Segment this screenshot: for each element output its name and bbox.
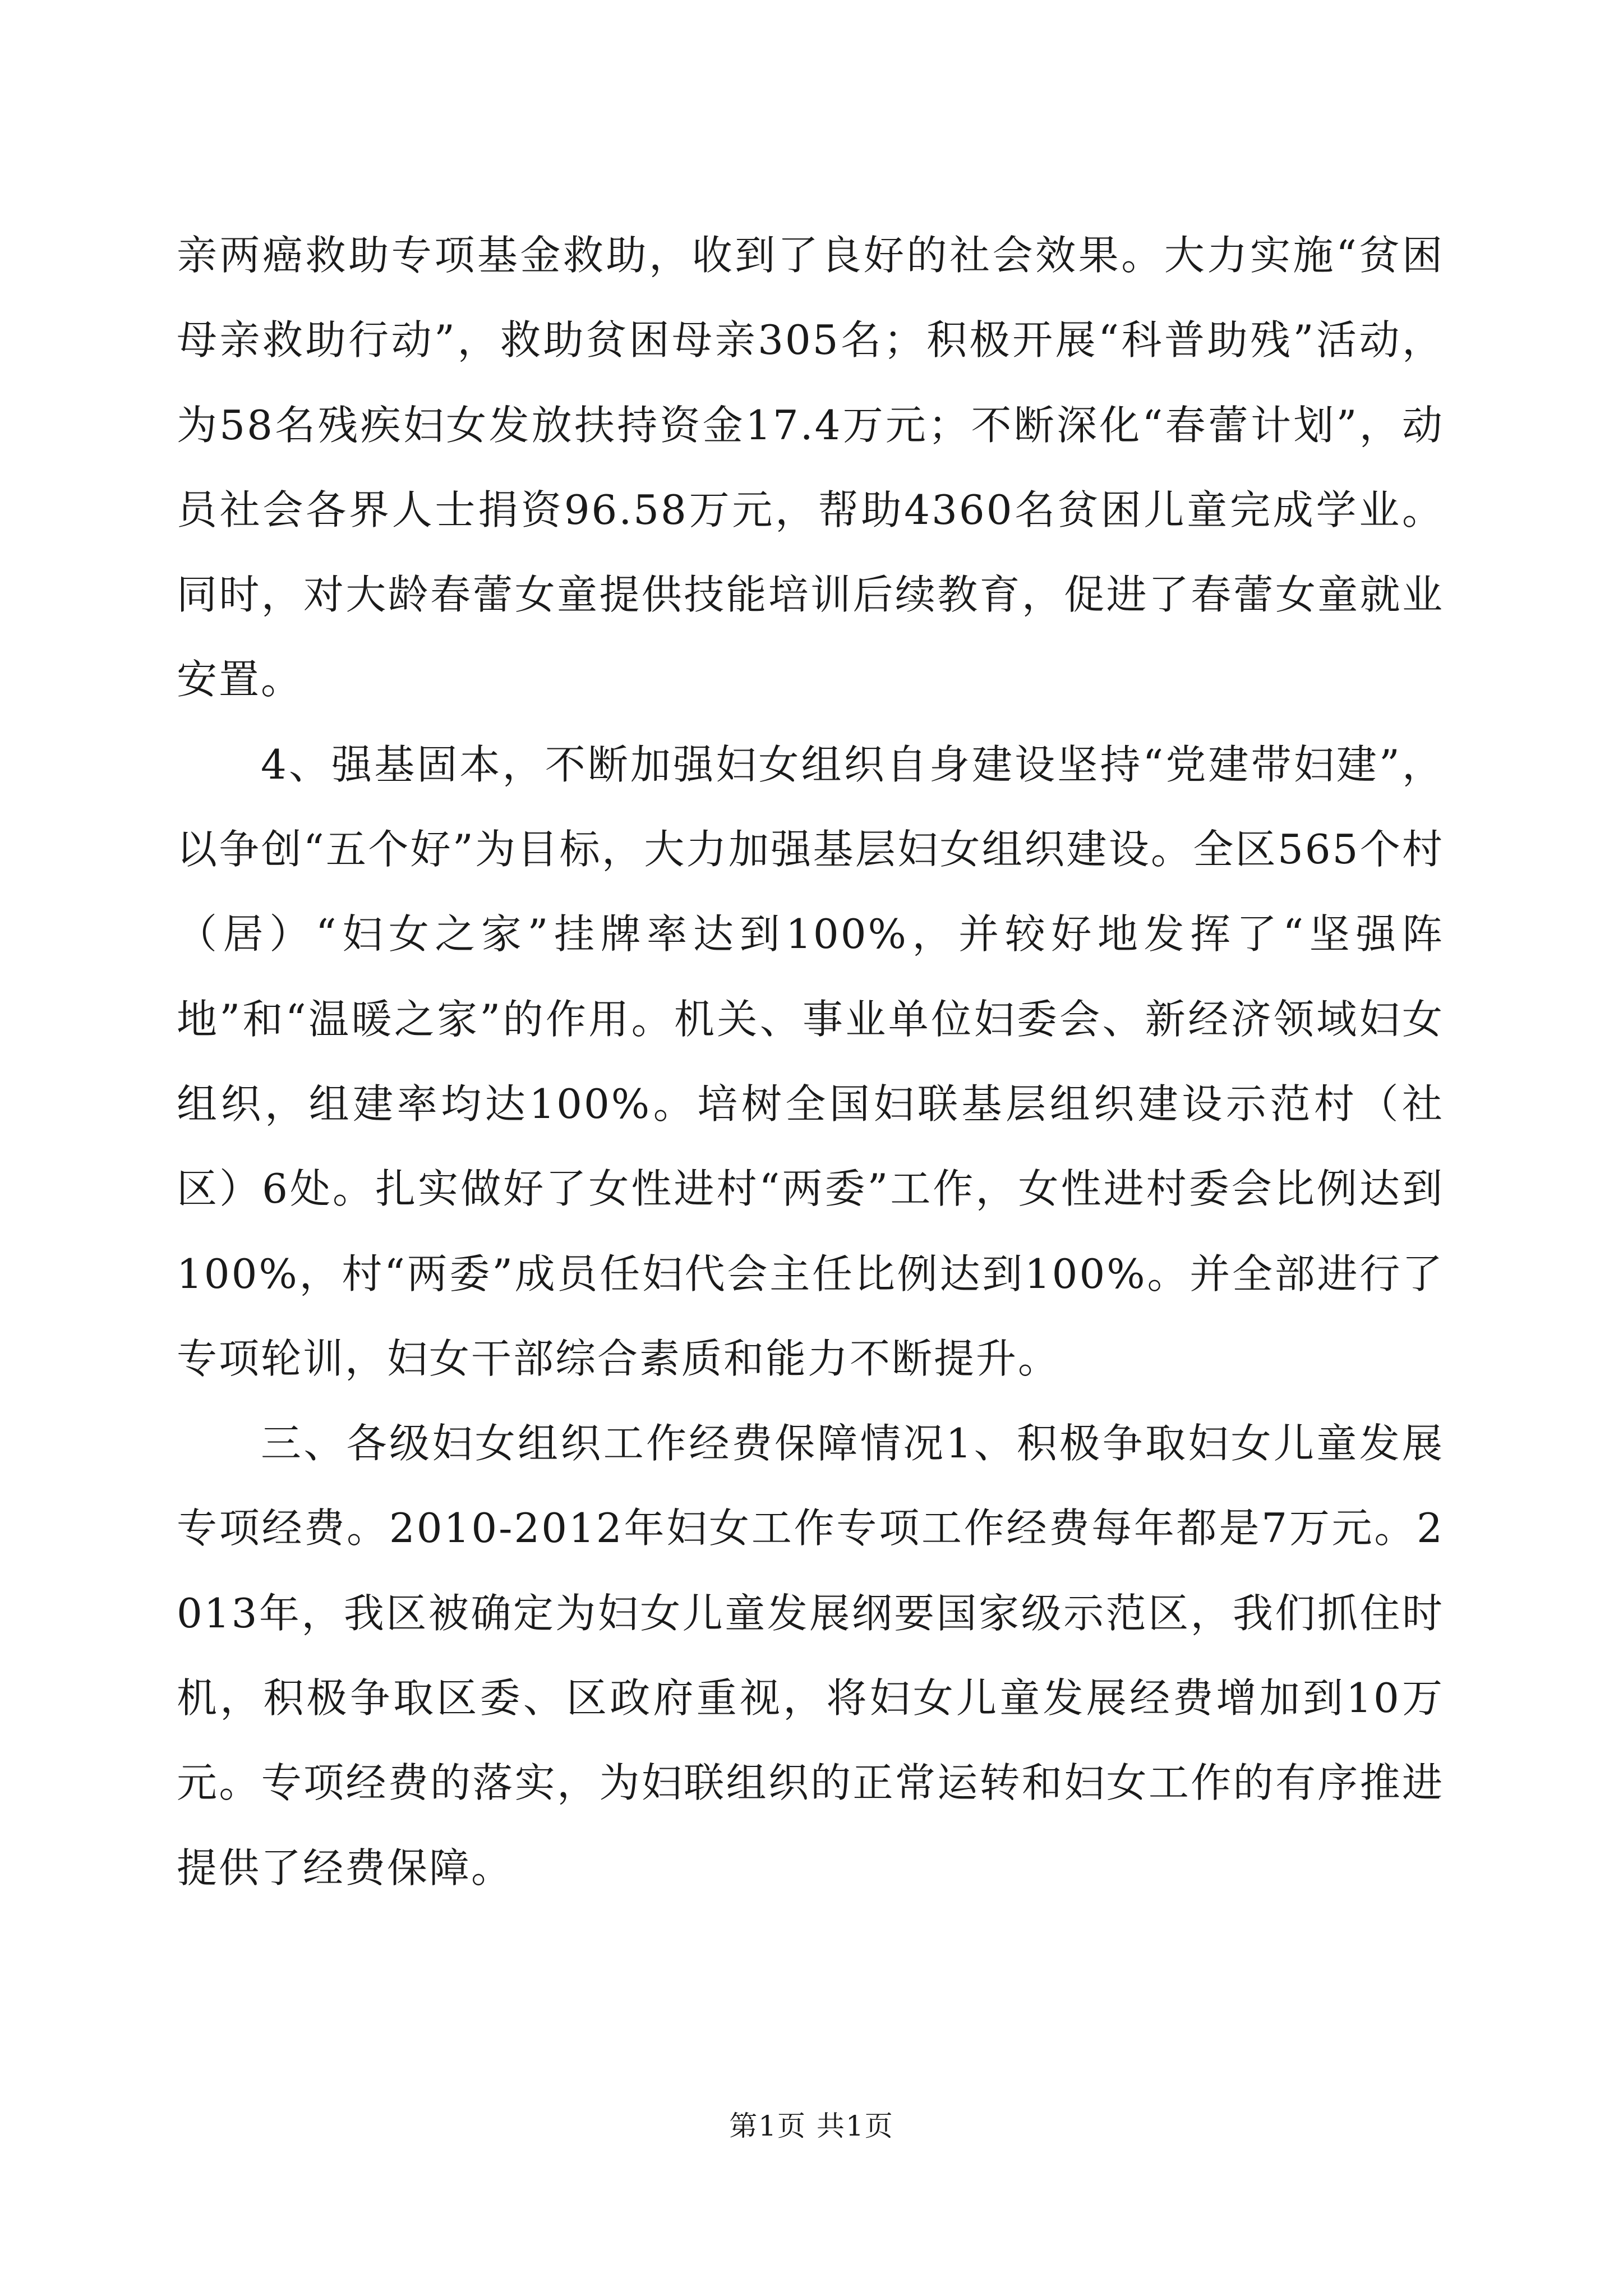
- paragraph-section-4: 4、强基固本，不断加强妇女组织自身建设坚持“党建带妇建”，以争创“五个好”为目标，大力加强基层妇女组织建设。全区565个村（居）“妇女之家”挂牌率达到100%，并较好地发挥了“坚强阵地”和“温暖之家”的作用。机关、事业单位妇委会、新经济领域妇女组织，组建率均达100%。培树全国妇联基层组织建设示范村（社区）6处。扎实做好了女性进村“两委”工作，女性进村委会比例达到100%，村“两委”成员任妇代会主任比例达到100%。并全部进行了专项轮训，妇女干部综合素质和能力不断提升。: [177, 740, 1444, 1382]
- page-footer: 第1页 共1页: [729, 2110, 894, 2142]
- document-body: [177, 213, 1444, 1911]
- paragraph-section-three: 三、各级妇女组织工作经费保障情况1、积极争取妇女儿童发展专项经费。2010-2012年妇女工作专项工作经费每年都是7万元。2013年，我区被确定为妇女儿童发展纲要国家级示范区，我们抓住时机，积极争取区委、区政府重视，将妇女儿童发展经费增加到10万元。专项经费的落实，为妇联组织的正常运转和妇女工作的有序推进提供了经费保障。: [177, 1420, 1444, 1892]
- paragraph-continued: 亲两癌救助专项基金救助，收到了良好的社会效果。大力实施“贫困母亲救助行动”，救助贫困母亲305名；积极开展“科普助残”活动，为58名残疾妇女发放扶持资金17.4万元；不断深化“春蕾计划”，动员社会各界人士捐资96.58万元，帮助4360名贫困儿童完成学业。同时，对大龄春蕾女童提供技能培训后续教育，促进了春蕾女童就业安置。: [177, 232, 1444, 703]
